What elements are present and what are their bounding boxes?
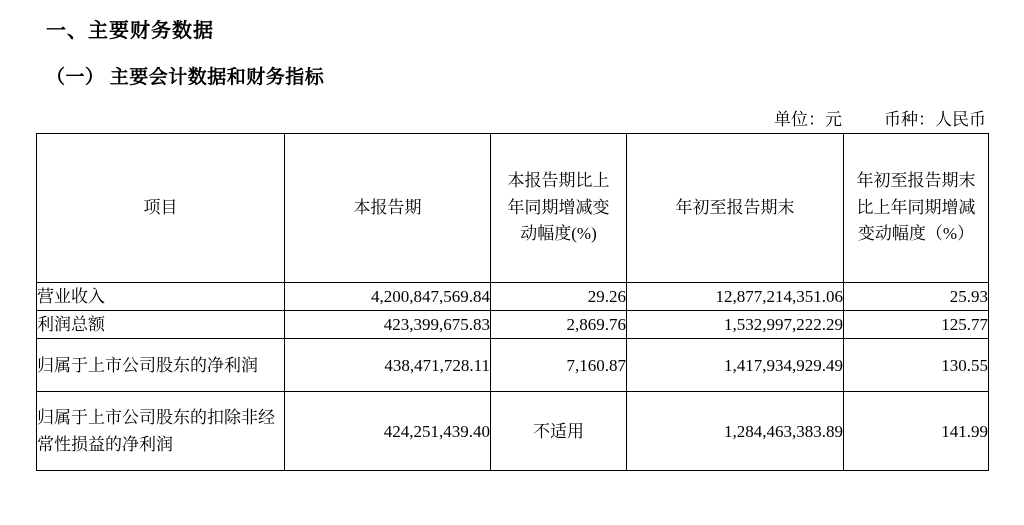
row-ytd-change: 130.55 xyxy=(844,339,989,392)
row-item-label: 利润总额 xyxy=(37,311,285,339)
table-row xyxy=(37,283,989,311)
currency-label: 币种：人民币 xyxy=(884,110,986,129)
table-row xyxy=(37,311,989,339)
row-current-period: 424,251,439.40 xyxy=(285,392,491,471)
row-ytd-change: 141.99 xyxy=(844,392,989,471)
col-header-ytd-change: 年初至报告期末比上年同期增减变动幅度（%） xyxy=(844,134,989,283)
row-ytd: 12,877,214,351.06 xyxy=(627,283,844,311)
section-heading-main: 一、主要财务数据 xyxy=(46,20,214,42)
row-current-change: 不适用 xyxy=(491,392,627,471)
row-current-period: 4,200,847,569.84 xyxy=(285,283,491,311)
row-current-change: 2,869.76 xyxy=(491,311,627,339)
row-ytd: 1,417,934,929.49 xyxy=(627,339,844,392)
row-current-change: 7,160.87 xyxy=(491,339,627,392)
col-header-current-period: 本报告期 xyxy=(285,134,491,283)
unit-line xyxy=(774,105,986,130)
row-item-label: 营业收入 xyxy=(37,283,285,311)
table-row xyxy=(37,392,989,471)
financial-data-table xyxy=(36,133,989,471)
row-ytd-change: 125.77 xyxy=(844,311,989,339)
unit-label: 单位：元 xyxy=(774,110,842,129)
col-header-item: 项目 xyxy=(37,134,285,283)
row-item-label: 归属于上市公司股东的扣除非经常性损益的净利润 xyxy=(37,392,285,471)
row-current-period: 438,471,728.11 xyxy=(285,339,491,392)
row-current-period: 423,399,675.83 xyxy=(285,311,491,339)
col-header-current-change: 本报告期比上年同期增减变动幅度(%) xyxy=(491,134,627,283)
table-header-row xyxy=(37,134,989,283)
row-ytd-change: 25.93 xyxy=(844,283,989,311)
row-current-change: 29.26 xyxy=(491,283,627,311)
section-heading-sub: （一） 主要会计数据和财务指标 xyxy=(46,67,325,88)
table-row xyxy=(37,339,989,392)
row-ytd: 1,532,997,222.29 xyxy=(627,311,844,339)
row-item-label: 归属于上市公司股东的净利润 xyxy=(37,339,285,392)
col-header-ytd: 年初至报告期末 xyxy=(627,134,844,283)
row-ytd: 1,284,463,383.89 xyxy=(627,392,844,471)
